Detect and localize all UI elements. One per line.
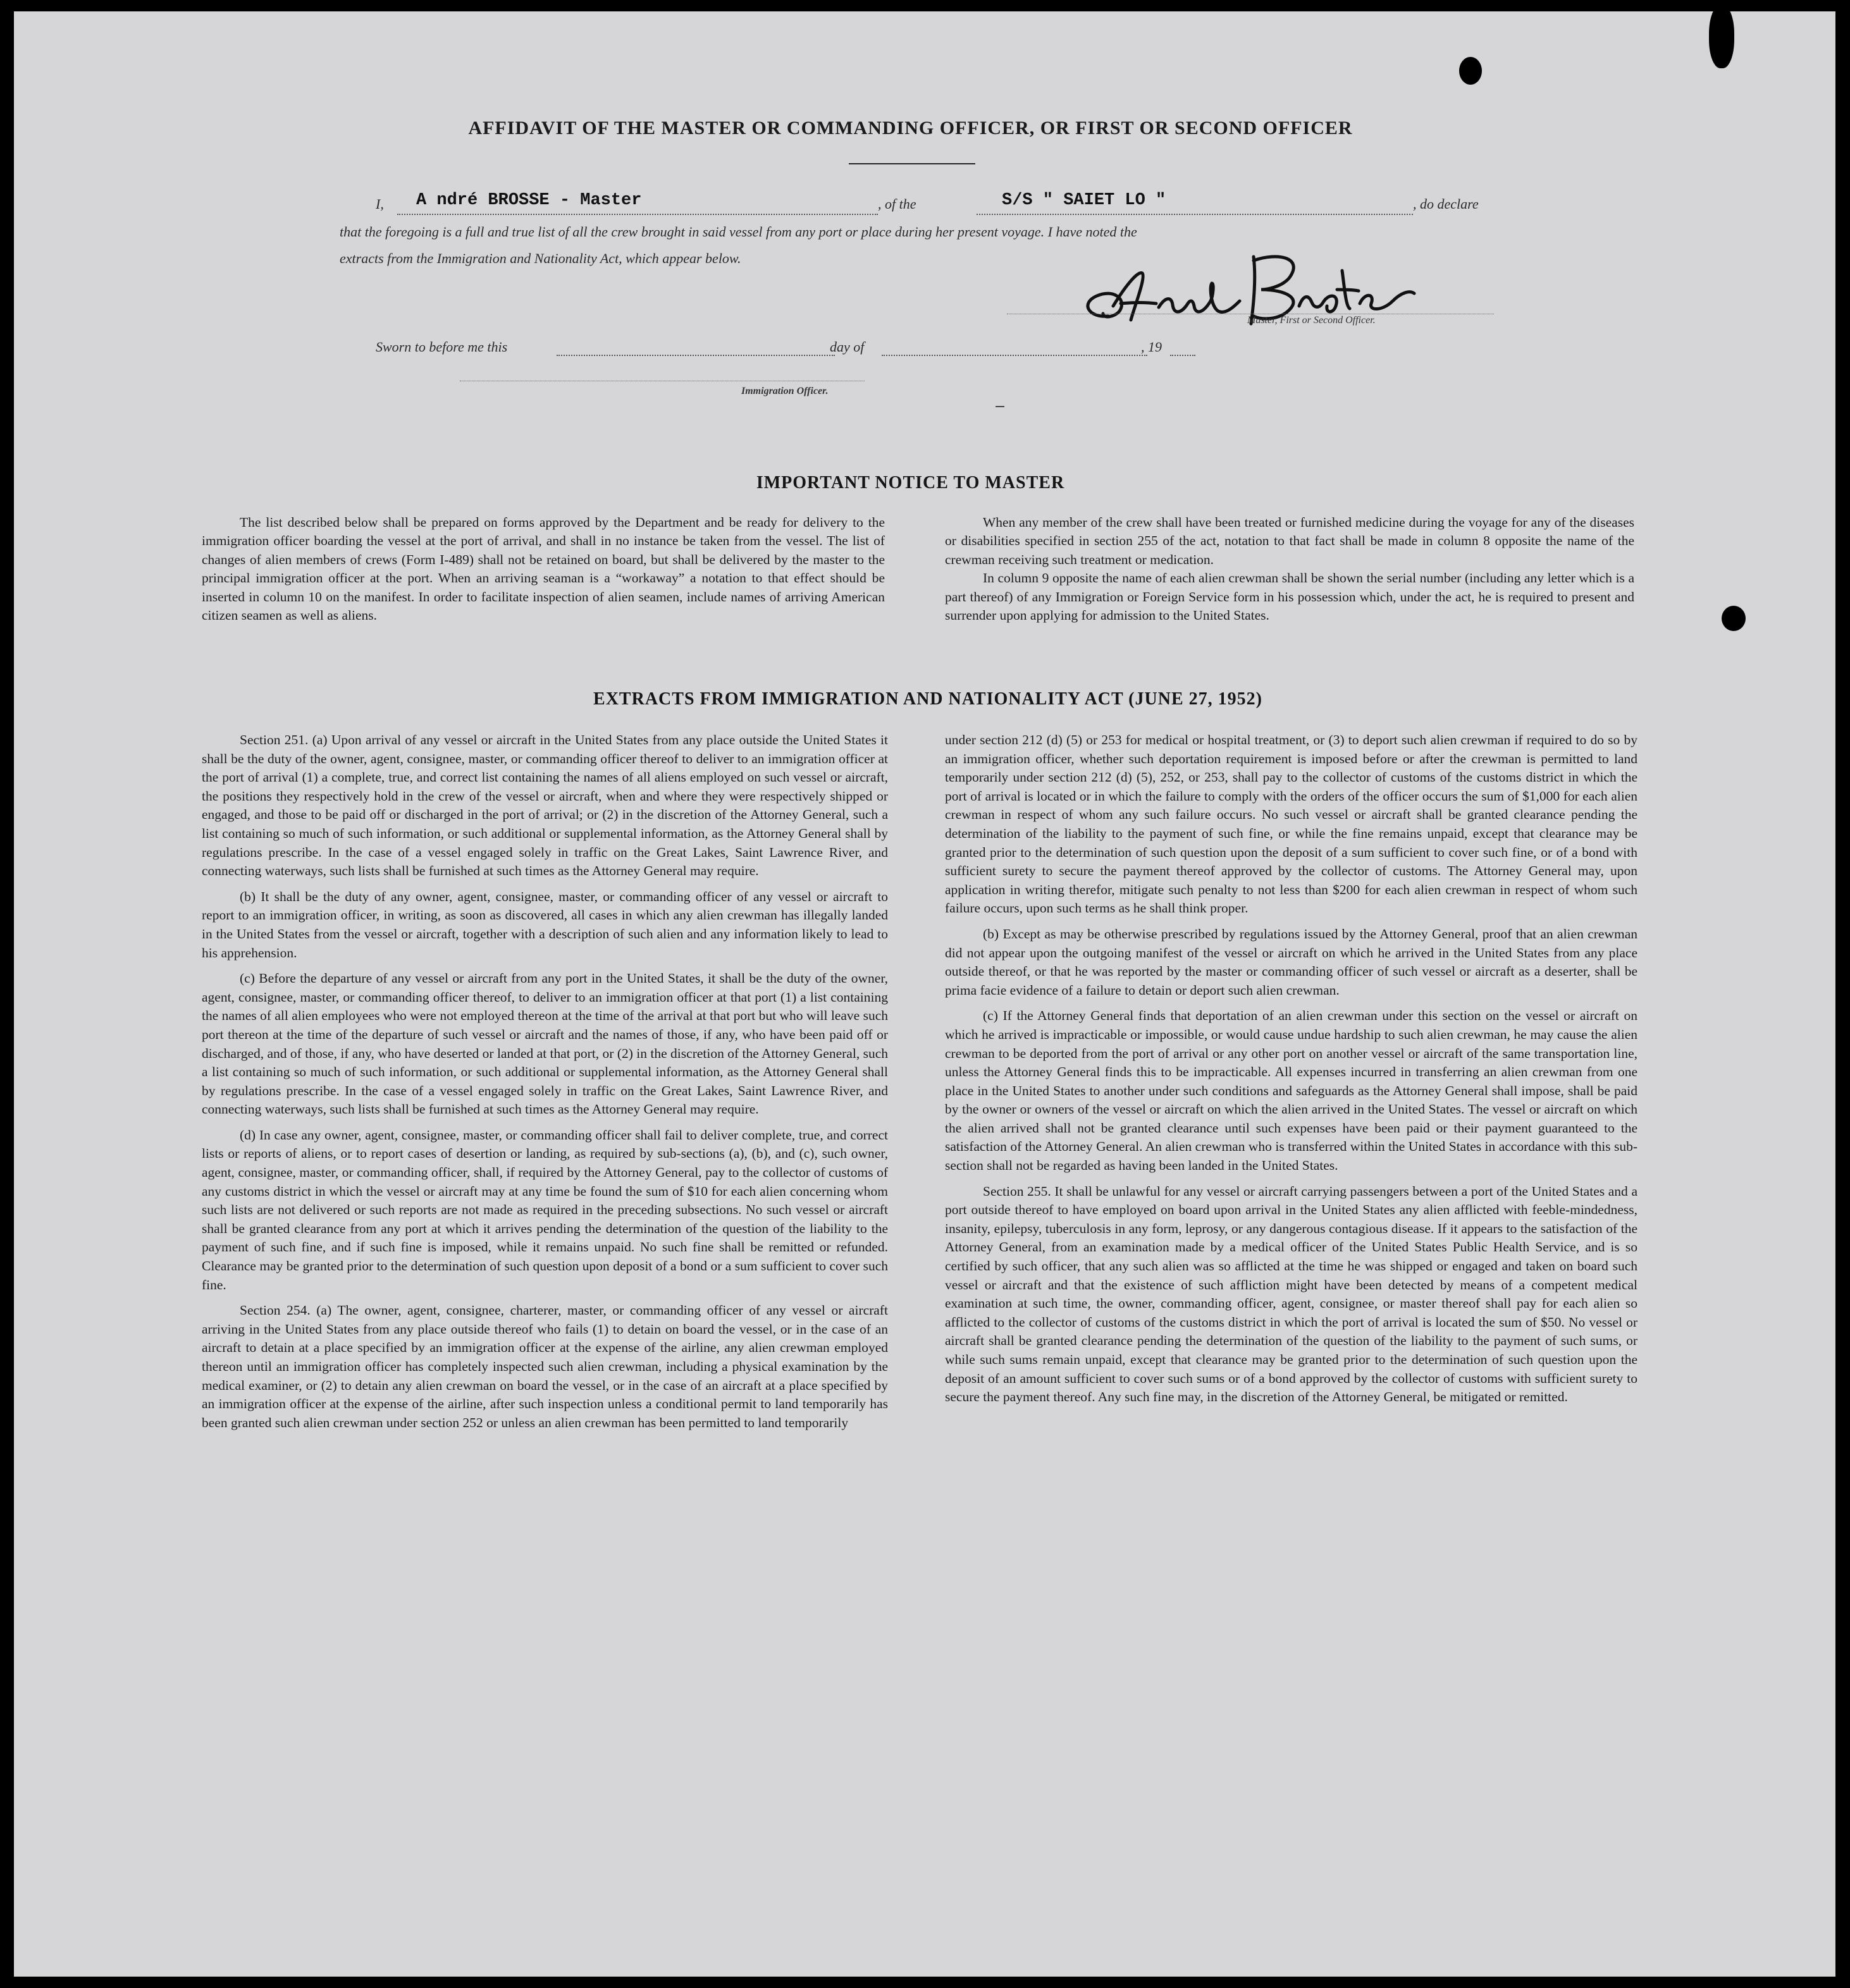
extract-paragraph: (c) Before the departure of any vessel or aircraft from any port in the United States, it shall be the duty of the owner, agent, consignee, master, or commanding officer thereof, to deliver to an immigration officer at that port (1) a list containing the names of all alien employees who were not employed thereon at the time of the arrival at that port but who will leave such port thereon at the time of the departure of such vessel or aircraft and the names of those, if any, who have been paid off or discharged, and of those, if any, who have deserted or landed at that port, or (2) in the discretion of the Attorney General, such a list containing so much of such information, or such additional or supplemental information, as the Attorney General shall by regulations prescribe. In the case of a vessel engaged solely in traffic on the Great Lakes, Saint Lawrence River, and connecting waterways, such lists shall be furnished at such times as the Attorney General may require. [202,971,888,1117]
of-the-label: , of the [878,196,916,212]
affidavit-title: AFFIDAVIT OF THE MASTER OR COMMANDING OFFICER, OR FIRST OR SECOND OFFICER [468,118,1353,138]
extracts-left-column [202,731,888,1439]
notice-left-column [202,513,885,625]
notice-right-paragraph: In column 9 opposite the name of each alien crewman shall be shown the serial number (including any letter which is a part thereof) of any Immigration or Foreign Service form in his possession which, under the act, he is required to present and surrender upon applying for admission to the United States. [945,570,1634,623]
extracts-right-column [945,731,1637,1414]
extract-paragraph: Section 255. It shall be unlawful for any vessel or aircraft carrying passengers between a port of the United States and a port outside thereof to have employed on board upon arrival in the United States any alien afflicted with feeble-mindedness, insanity, epilepsy, tuberculosis in any form, leprosy, or any dangerous contagious disease. If it appears to the satisfaction of the Attorney General, from an examination made by a medical officer of the United States Public Health Service, and is so certified by such officer, that any such alien was so afflicted at the time he was shipped or engaged and taken on board such vessel or aircraft and that the existence of such affliction might have been detected by means of a competent medical examination at such time, the owner, commanding officer, agent, consignee, or master thereof shall pay for each alien so afflicted to the collector of customs of the customs district in which the port of arrival is located the sum of $50. No vessel or aircraft shall be granted clearance pending the determination of the question of the liability to the payment of such sums, or while such sums remain unpaid, except that clearance may be granted prior to the determination of such question upon the deposit of an amount sufficient to cover such sums or of a bond approved by the collector of customs with sufficient surety to secure the payment thereof. Any such fine may, in the discretion of the Attorney General, be mitigated or remitted. [945,1183,1637,1405]
extract-paragraph: Section 251. (a) Upon arrival of any vessel or aircraft in the United States from any place outside the United States it shall be the duty of the owner, agent, consignee, master, or commanding officer thereof to deliver to an immigration officer at the port of arrival (1) a complete, true, and correct list containing the names of all aliens employed on such vessel or aircraft, the positions they respectively hold in the crew of the vessel or aircraft, when and where they were respectively shipped or engaged, and those to be paid off or discharged in the port of arrival; or (2) in the discretion of the Attorney General, such a list containing so much of such information, or such additional or supplemental information, as the Attorney General shall by regulations prescribe. In the case of a vessel engaged solely in traffic on the Great Lakes, Saint Lawrence River, and connecting waterways, such lists shall be furnished at such times as the Attorney General may require. [202,732,888,879]
extract-paragraph: (c) If the Attorney General finds that deportation of an alien crewman under this section on the vessel or aircraft on which he arrived is impracticable or impossible, or would cause undue hardship to such alien crewman, he may cause the alien crewman to be deported from the port of arrival or any other port on another vessel or aircraft of the same transportation line, unless the Attorney General finds this to be impracticable. All expenses incurred in transferring an alien crewman from one place in the United States to another under such conditions and safeguards as the Attorney General shall impose, shall be paid by the owner or owners of the vessel or aircraft on which the alien arrived in the United States. The vessel or aircraft on which the alien arrived shall not be granted clearance until such expenses have been paid or their payment guaranteed to the satisfaction of the Attorney General. An alien crewman who is transferred within the United States in accordance with this sub-section shall not be regarded as having been landed in the United States. [945,1008,1637,1174]
sworn-month-line [882,355,1147,356]
declaration-statement-line1: that the foregoing is a full and true list of all the crew brought in said vessel from any port or place during her present voyage. I have noted the [340,224,1137,240]
signature-caption: Master, First or Second Officer. [1247,315,1376,326]
stray-mark [996,406,1004,407]
extract-paragraph: (b) It shall be the duty of any owner, agent, consignee, master, or commanding officer of any vessel or aircraft to report to an immigration officer, in writing, as soon as discovered, all cases in which any alien crewman has illegally landed in the United States from the vessel or aircraft, together with a description of such alien and any information likely to lead to his apprehension. [202,888,888,960]
extract-paragraph: (b) Except as may be otherwise prescribed by regulations issued by the Attorney General, proof that an alien crewman did not appear upon the outgoing manifest of the vessel or aircraft on which he arrived in the United States from any place outside thereof, or that he was reported by the master or commanding officer of such vessel or aircraft as a deserter, shall be prima facie evidence of a failure to detain or deport such alien crewman. [945,926,1637,998]
declarant-prefix: I, [376,196,384,212]
extract-paragraph: (d) In case any owner, agent, consignee, master, or commanding officer shall fail to deliver complete, true, and correct lists or reports of aliens, or to report cases of desertion or landing, as required by sub-sections (a), (b), and (c), such owner, agent, consignee, master, or commanding officer, shall, if required by the Attorney General, pay to the collector of customs of any customs district in which the vessel or aircraft may at any time be found the sum of $10 for each alien concerning whom such lists are not delivered or such reports are not made as required in the preceding subsections. No such vessel or aircraft shall be granted clearance from any port at which it arrives pending the determination of the question of the liability to the payment of such fine, and if such fine is imposed, while it remains unpaid. No such fine shall be remitted or refunded. Clearance may be granted prior to the determination of such question upon deposit of a bond or a sum sufficient to cover such fine. [202,1127,888,1292]
declaration-statement-line2: extracts from the Immigration and Nationality Act, which appear below. [340,250,741,266]
sworn-label: Sworn to before me this [376,339,508,355]
extract-paragraph: under section 212 (d) (5) or 253 for medical or hospital treatment, or (3) to deport such alien crewman if required to do so by an immigration officer, whether such deportation requirement is imposed before or after the crewman is permitted to land temporarily under section 212 (d) (5), 252, or 253, shall pay to the collector of customs of the customs district in which the port of arrival is located or in which the failure to comply with the orders of the officer occurs the sum of $1,000 for each alien crewman in respect of whom any such failure occurs. No such vessel or aircraft shall be granted clearance pending the determination of the liability to the payment of such fine, or while the fine remains unpaid, except that clearance may be granted prior to the determination of such question upon the deposit of a sum sufficient to cover such fine, or of a bond with sufficient surety to secure the payment thereof approved by the collector of customs. The Attorney General may, upon application in writing therefor, mitigate such penalty to not less than $200 for each alien crewman in respect of whom such failure occurs, upon such terms as he shall think proper. [945,732,1637,916]
notice-right-column [945,513,1634,625]
year-prefix: , 19 [1141,339,1162,355]
do-declare-label: , do declare [1413,196,1479,212]
punch-hole-right [1722,606,1746,631]
vessel-name: S/S " SAIET LO " [1002,191,1166,210]
extract-paragraph: Section 254. (a) The owner, agent, consignee, charterer, master, or commanding officer of any vessel or aircraft arriving in the United States from any place outside thereof who fails (1) to detain on board the vessel, or in the case of an aircraft to detain at a place specified by an immigration officer at the expense of the airline, any alien crewman employed thereon until an immigration officer has completely inspected such alien crewman, including a physical examination by the medical examiner, or (2) to detain any alien crewman on board the vessel, or in the case of an aircraft at a place specified by an immigration officer at the expense of the airline, after such inspection unless a conditional permit to land temporarily has been granted such alien crewman under section 252 or unless an alien crewman has been permitted to land temporarily [202,1303,888,1430]
notice-title: IMPORTANT NOTICE TO MASTER [756,473,1065,493]
immigration-officer-caption: Immigration Officer. [741,386,829,396]
vessel-name-line [977,214,1413,215]
title-divider [849,163,975,164]
notice-right-paragraph: When any member of the crew shall have been treated or furnished medicine during the voyage for any of the diseases or disabilities specified in section 255 of the act, notation to that fact shall be made in column 8 opposite the name of the crewman receiving such treatment or medication. [945,515,1634,567]
sworn-year-line [1170,355,1195,356]
extracts-title: EXTRACTS FROM IMMIGRATION AND NATIONALITY ACT (JUNE 27, 1952) [593,689,1262,709]
punch-hole-corner [1709,11,1734,68]
day-of-label: day of [830,339,865,355]
sworn-day-line [557,355,835,356]
declarant-name: A ndré BROSSE - Master [416,191,642,210]
document-page [14,11,1835,1977]
notice-left-paragraph: The list described below shall be prepared on forms approved by the Department and be ready for delivery to the immigration officer boarding the vessel at the port of arrival, and shall in no instance be taken from the vessel. The list of changes of alien members of crews (Form I-489) shall not be retained on board, but shall be delivered by the master to the principal immigration officer at the port. When an arriving seaman is a “workaway” a notation to that effect should be inserted in column 10 on the manifest. In order to facilitate inspection of alien seamen, include names of arriving American citizen seamen as well as aliens. [202,515,885,623]
punch-hole-top-right [1459,57,1482,85]
declarant-name-line [397,214,878,215]
